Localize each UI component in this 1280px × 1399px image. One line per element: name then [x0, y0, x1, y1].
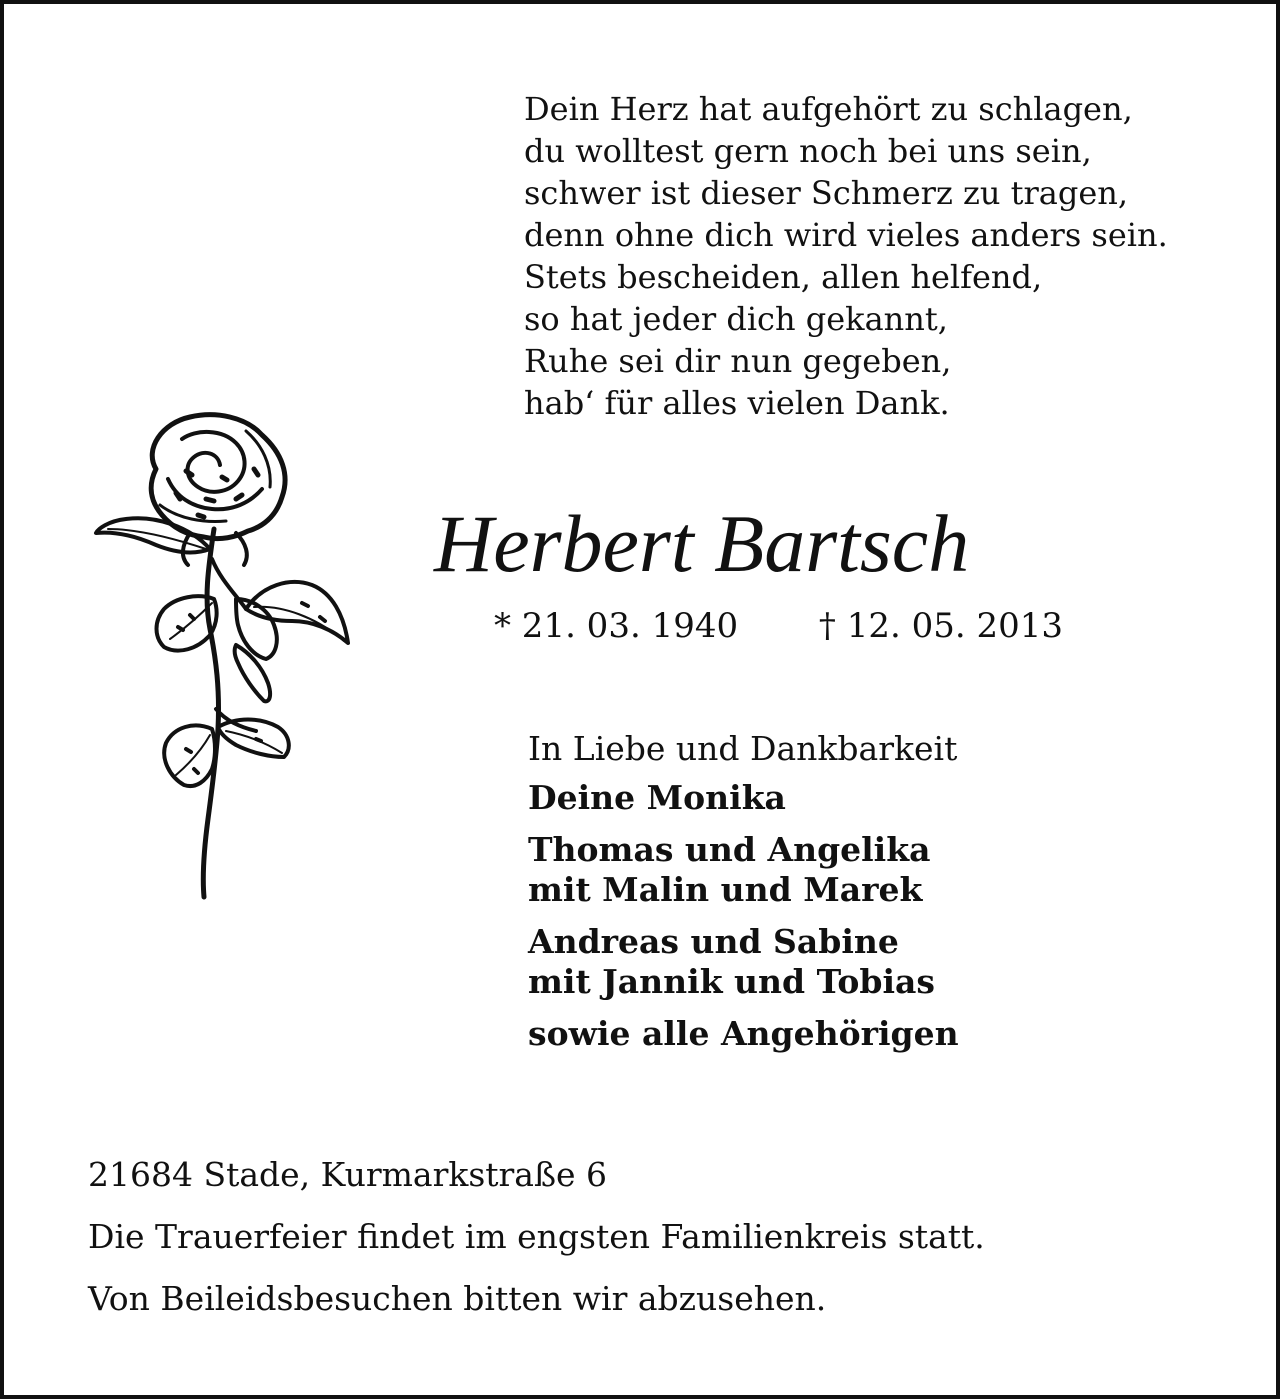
birth-date: * 21. 03. 1940 — [494, 606, 739, 646]
mourner-group — [528, 778, 1228, 818]
deceased-name: Herbert Bartsch — [434, 498, 970, 589]
poem-line: denn ohne dich wird vieles anders sein. — [524, 216, 1168, 254]
life-dates — [494, 604, 1063, 648]
mourner-line: sowie alle Angehörigen — [528, 1014, 959, 1053]
poem — [524, 88, 1264, 424]
death-date: † 12. 05. 2013 — [818, 606, 1063, 646]
poem-line: schwer ist dieser Schmerz zu tragen, — [524, 174, 1129, 212]
rose-icon — [86, 409, 356, 909]
footer-notice — [88, 1144, 1238, 1330]
mourner-line: mit Jannik und Tobias — [528, 962, 935, 1001]
condolence-notice: Von Beileidsbesuchen bitten wir abzusehen. — [88, 1279, 827, 1318]
poem-line: hab‘ für alles vielen Dank. — [524, 384, 950, 422]
mourner-line: Thomas und Angelika — [528, 830, 931, 869]
poem-line: Dein Herz hat aufgehört zu schlagen, — [524, 90, 1133, 128]
poem-line: Ruhe sei dir nun gegeben, — [524, 342, 952, 380]
poem-line: du wolltest gern noch bei uns sein, — [524, 132, 1092, 170]
mourners — [528, 726, 1228, 1066]
mourner-group — [528, 922, 1228, 1002]
mourner-line: Andreas und Sabine — [528, 922, 899, 961]
mourner-group — [528, 1014, 1228, 1054]
mourner-group — [528, 830, 1228, 910]
mourner-line: mit Malin und Marek — [528, 870, 923, 909]
poem-line: Stets bescheiden, allen helfend, — [524, 258, 1043, 296]
ceremony-notice: Die Trauerfeier findet im engsten Familienkreis statt. — [88, 1217, 985, 1256]
poem-line: so hat jeder dich gekannt, — [524, 300, 948, 338]
mourner-line: Deine Monika — [528, 778, 786, 817]
address: 21684 Stade, Kurmarkstraße 6 — [88, 1155, 608, 1194]
mourners-intro: In Liebe und Dankbarkeit — [528, 729, 958, 768]
